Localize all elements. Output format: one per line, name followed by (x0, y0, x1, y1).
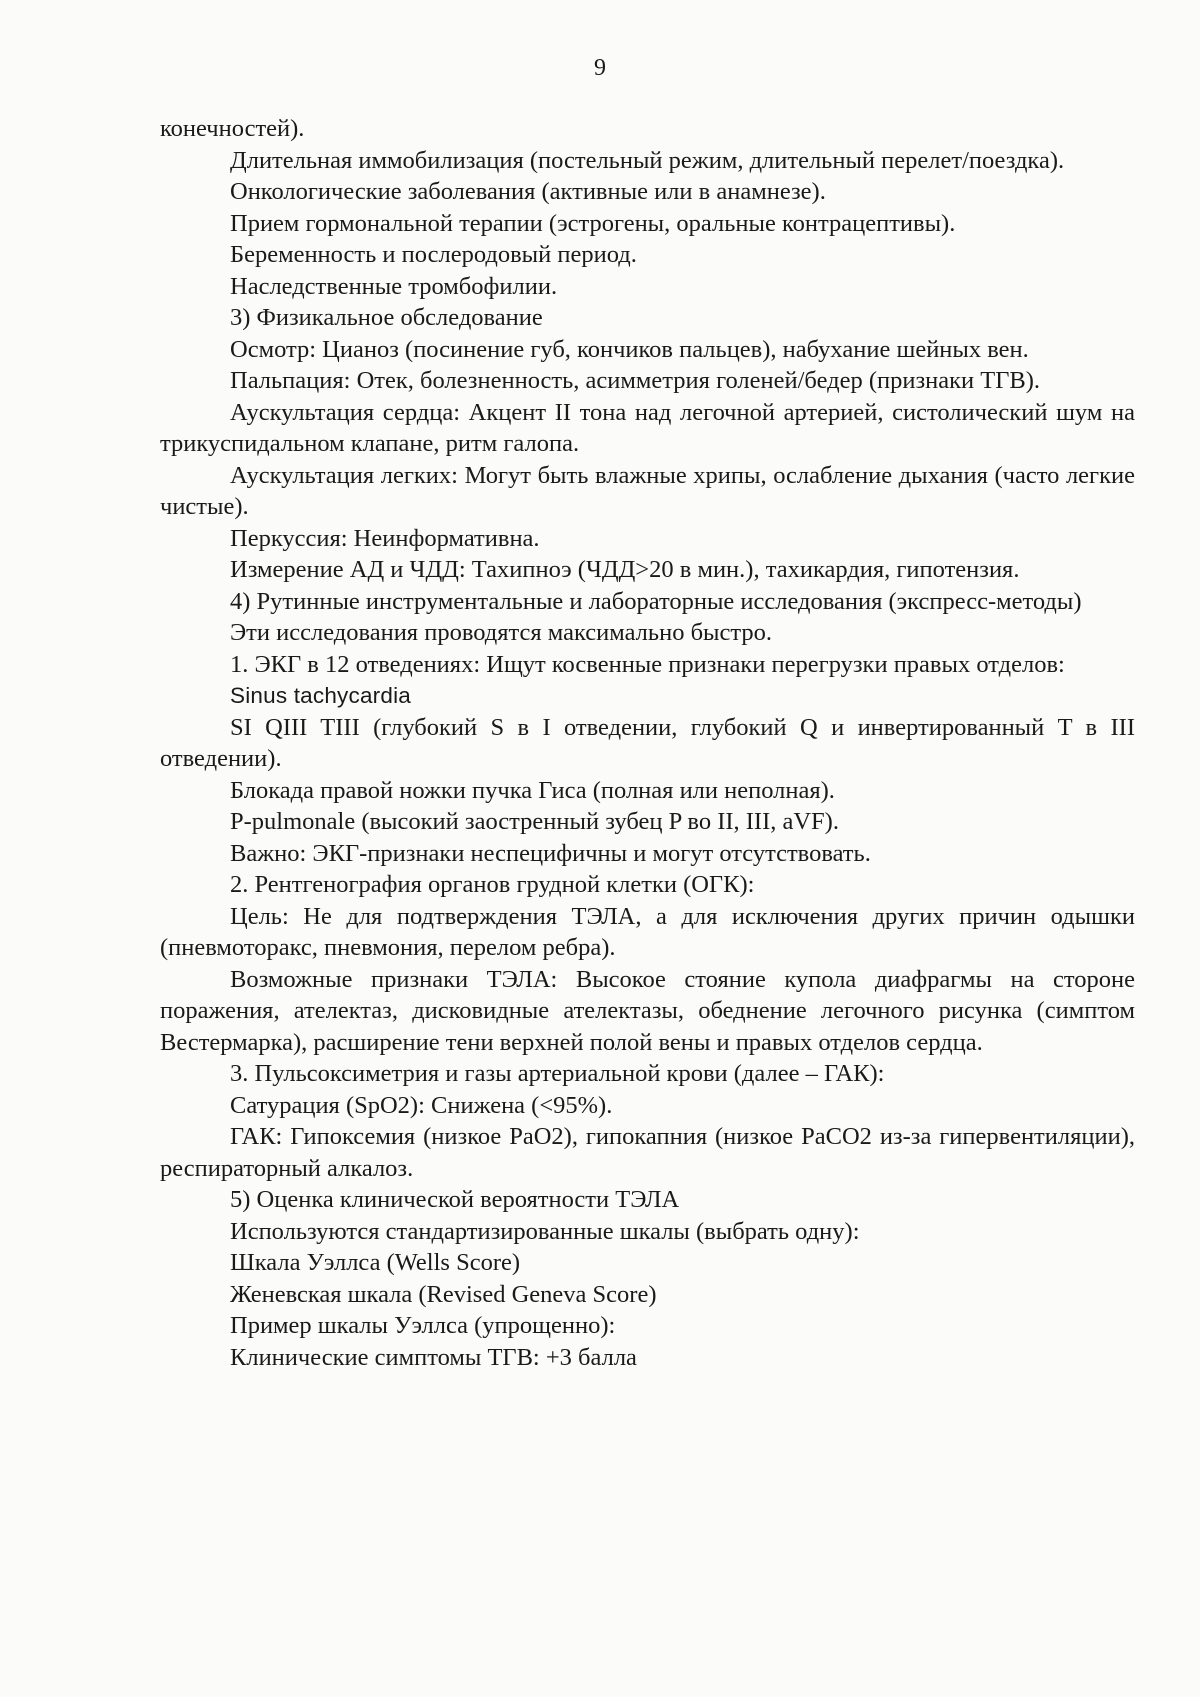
paragraph: P-pulmonale (высокий заостренный зубец P во II, III, aVF). (230, 808, 839, 835)
page-number: 9 (594, 55, 606, 81)
paragraph: 1. ЭКГ в 12 отведениях: Ищут косвенные признаки перегрузки правых отделов: (230, 650, 1065, 678)
paragraph: Цель: Не для подтверждения ТЭЛА, а для исключения других причин одышки (пневмоторакс, пневмония, перелом ребра). (160, 902, 1135, 961)
paragraph: Беременность и послеродовый период. (230, 241, 637, 268)
paragraph: ГАК: Гипоксемия (низкое PaO2), гипокапния (низкое PaCO2 из-за гипервентиляции), респираторный алкалоз. (160, 1123, 1135, 1182)
paragraph: Пример шкалы Уэллса (упрощенно): (230, 1312, 616, 1339)
paragraph: Sinus tachycardia (230, 683, 411, 708)
paragraph: Онкологические заболевания (активные или в анамнезе). (230, 178, 826, 205)
paragraph: Пальпация: Отек, болезненность, асимметрия голеней/бедер (признаки ТГВ). (230, 367, 1041, 394)
paragraph: Клинические симптомы ТГВ: +3 балла (230, 1343, 637, 1371)
paragraph: Шкала Уэллса (Wells Score) (230, 1249, 521, 1276)
paragraph: Важно: ЭКГ-признаки неспецифичны и могут отсутствовать. (230, 839, 871, 867)
paragraph: Длительная иммобилизация (постельный режим, длительный перелет/поездка). (230, 146, 1065, 174)
paragraph: Осмотр: Цианоз (посинение губ, кончиков пальцев), набухание шейных вен. (230, 335, 1029, 363)
paragraph: 3. Пульсоксиметрия и газы артериальной крови (далее – ГАК): (230, 1060, 885, 1087)
paragraph: Перкуссия: Неинформативна. (230, 524, 540, 552)
paragraph: Эти исследования проводятся максимально быстро. (230, 619, 773, 646)
paragraph: Возможные признаки ТЭЛА: Высокое стояние купола диафрагмы на стороне поражения, ателектаз, дисковидные ателектазы, обеднение легочного рисунка (симптом Вестермарка), расширение тени верхней полой вены и правых отделов сердца. (160, 965, 1135, 1056)
paragraph: Прием гормональной терапии (эстрогены, оральные контрацептивы). (230, 209, 956, 237)
section-heading: 4) Рутинные инструментальные и лабораторные исследования (экспресс-методы) (230, 587, 1082, 615)
paragraph: Наследственные тромбофилии. (230, 272, 558, 300)
section-heading: 5) Оценка клинической вероятности ТЭЛА (230, 1186, 680, 1213)
paragraph: SI QIII TIII (глубокий S в I отведении, глубокий Q и инвертированный T в III отведении). (160, 713, 1135, 772)
paragraph: 2. Рентгенография органов грудной клетки (ОГК): (230, 871, 755, 898)
paragraph: Измерение АД и ЧДД: Тахипноэ (ЧДД>20 в мин.), тахикардия, гипотензия. (230, 556, 1020, 583)
body-text (160, 113, 1135, 1373)
paragraph: Женевская шкала (Revised Geneva Score) (230, 1280, 657, 1308)
paragraph: Используются стандартизированные шкалы (выбрать одну): (230, 1217, 860, 1245)
paragraph: конечностей). (160, 115, 305, 142)
paragraph: Сатурация (SpO2): Снижена (<95%). (230, 1091, 613, 1119)
paragraph: Аускультация легких: Могут быть влажные хрипы, ослабление дыхания (часто легкие чистые). (160, 461, 1135, 520)
paragraph: Аускультация сердца: Акцент II тона над легочной артерией, систолический шум на трикуспидальном клапане, ритм галопа. (160, 398, 1135, 457)
paragraph: Блокада правой ножки пучка Гиса (полная или неполная). (230, 776, 835, 804)
section-heading: 3) Физикальное обследование (230, 304, 543, 331)
